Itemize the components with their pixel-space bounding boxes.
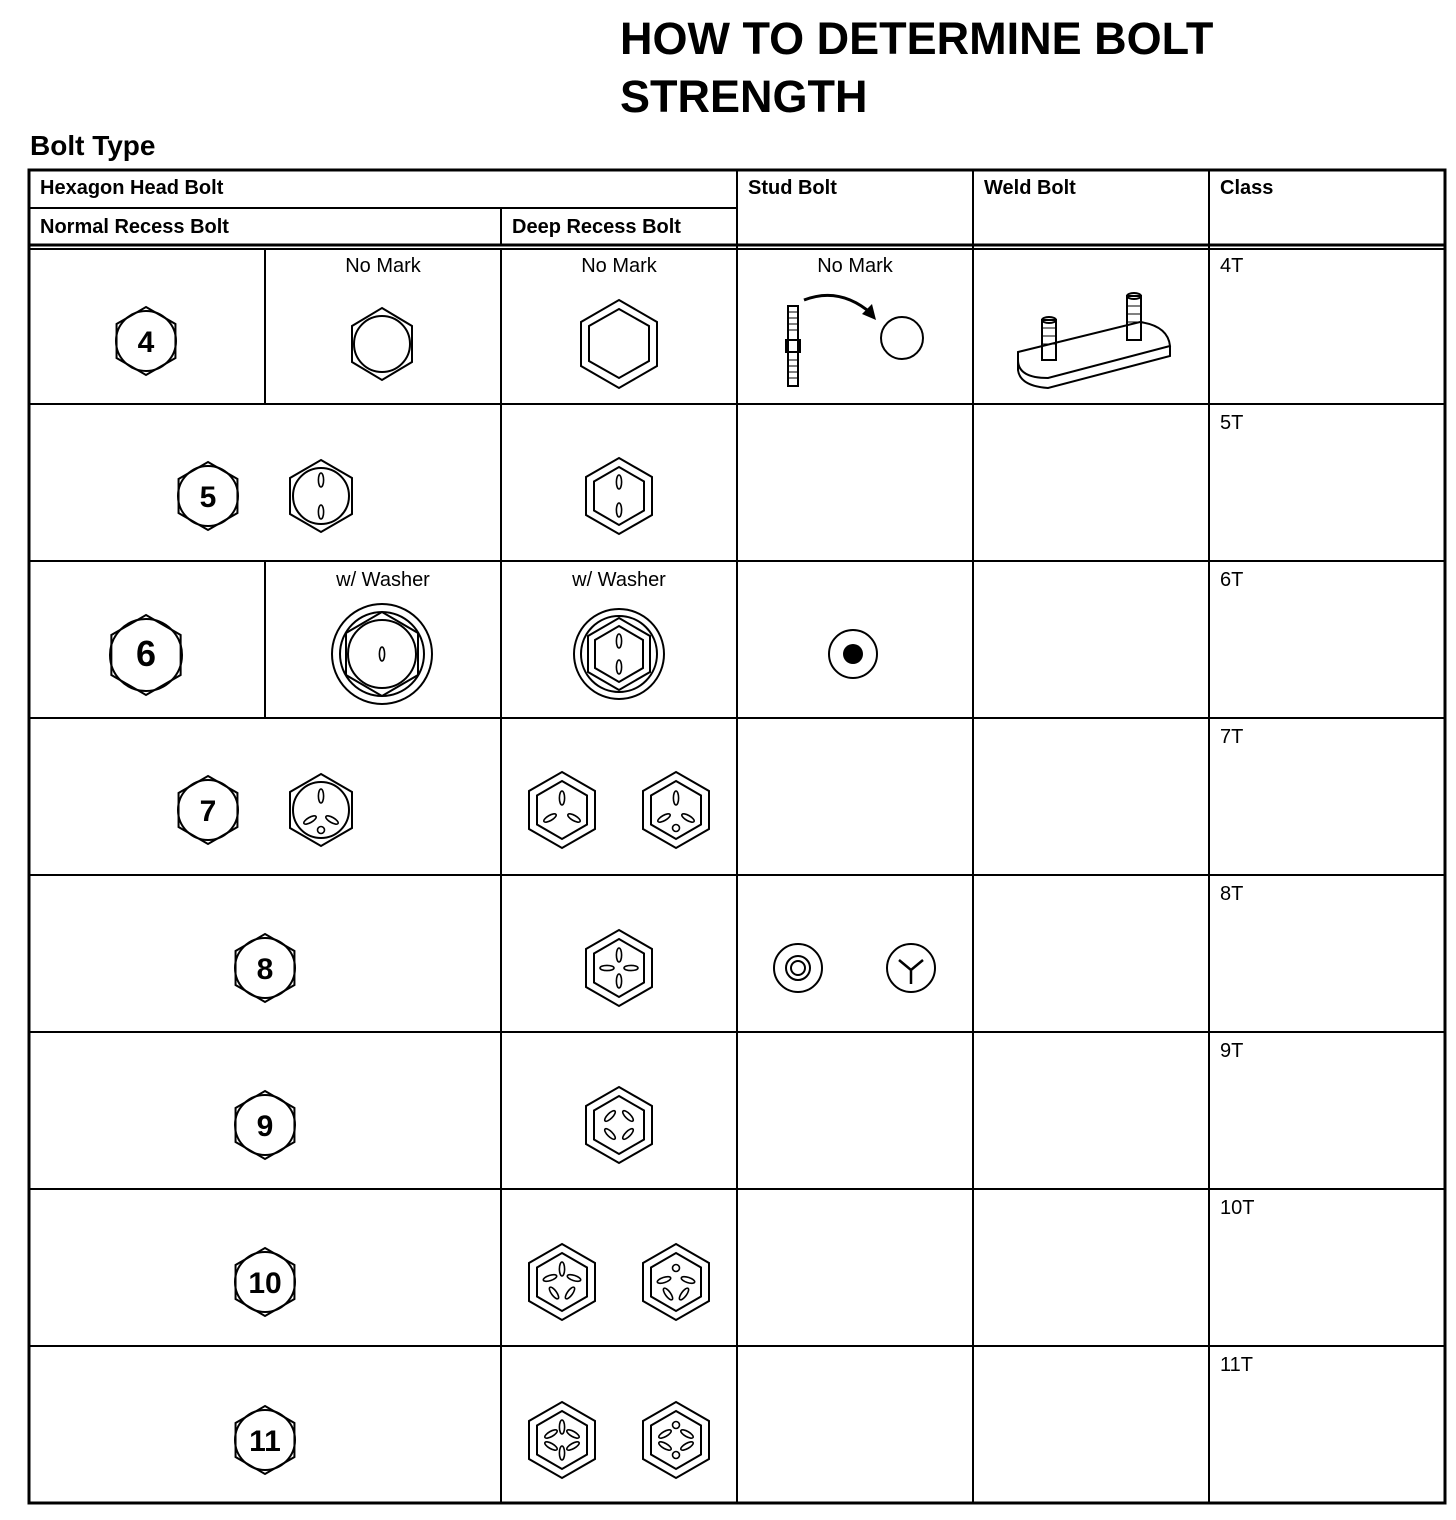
- bolt-head-number: 4: [137, 326, 155, 359]
- bolt-6-washer-normal-icon: [332, 604, 432, 704]
- bolt-7-slot-mark-normal-icon: [290, 774, 352, 846]
- bolt-head-number: 9: [256, 1110, 274, 1143]
- bolt-5-two-slot-deep-icon: [586, 458, 652, 534]
- section-label: Bolt Type: [30, 130, 156, 161]
- caption-no-mark-deep: No Mark: [581, 255, 657, 277]
- header-weld-bolt: Weld Bolt: [984, 177, 1076, 199]
- class-label: 10T: [1220, 1197, 1255, 1219]
- class-label: 6T: [1220, 569, 1244, 591]
- stud-bolt-ring-mark-icon: [774, 944, 822, 992]
- bolt-7-slot-dot-deep-icon: [643, 772, 709, 848]
- bolt-11-six-slot-deep-icon: [529, 1402, 595, 1478]
- class-label: 7T: [1220, 726, 1244, 748]
- bolt-head-number: 5: [199, 481, 217, 514]
- bolt-10-five-slot-deep-icon: [529, 1244, 595, 1320]
- header-deep-recess-bolt: Deep Recess Bolt: [512, 216, 681, 238]
- caption-no-mark-stud: No Mark: [817, 255, 893, 277]
- caption-no-mark-normal: No Mark: [345, 255, 421, 277]
- caption-washer-deep: w/ Washer: [572, 569, 666, 591]
- bolt-6-washer-deep-icon: [574, 609, 664, 699]
- class-label: 5T: [1220, 412, 1244, 434]
- bolt-head-number: 6: [135, 633, 157, 674]
- header-stud-bolt: Stud Bolt: [748, 177, 837, 199]
- header-hexagon-head-bolt: Hexagon Head Bolt: [40, 177, 224, 199]
- no-mark-deep-bolt-icon: [581, 300, 657, 388]
- bolt-head-number: 7: [199, 795, 217, 828]
- header-class: Class: [1220, 177, 1274, 199]
- bolt-5-two-slot-normal-icon: [290, 460, 352, 532]
- bolt-8-slot-mark-deep-icon: [586, 930, 652, 1006]
- stud-bolt-y-mark-icon: [887, 944, 935, 992]
- bolt-head-number: 10: [248, 1267, 282, 1300]
- caption-washer-normal: w/ Washer: [336, 569, 430, 591]
- bolt-head-number: 8: [256, 953, 274, 986]
- class-label: 11T: [1220, 1354, 1253, 1376]
- weld-bolt-icon: [1018, 293, 1170, 388]
- page-title: HOW TO DETERMINE BOLT STRENGTH: [620, 13, 1214, 122]
- no-mark-normal-bolt-icon: [352, 308, 412, 380]
- class-label: 9T: [1220, 1040, 1244, 1062]
- class-label: 4T: [1220, 255, 1244, 277]
- bolt-head-number: 11: [249, 1425, 281, 1458]
- stud-bolt-no-mark-icon: [786, 295, 923, 386]
- bolt-9-slot-mark-deep-icon: [586, 1087, 652, 1163]
- bolt-7-slot-mark-deep-icon: [529, 772, 595, 848]
- bolt-10-slot-dot-deep-icon: [643, 1244, 709, 1320]
- class-label: 8T: [1220, 883, 1244, 905]
- bolt-11-slot-dot-deep-icon: [643, 1402, 709, 1478]
- header-normal-recess-bolt: Normal Recess Bolt: [40, 216, 229, 238]
- stud-bolt-dot-mark-icon: [829, 630, 877, 678]
